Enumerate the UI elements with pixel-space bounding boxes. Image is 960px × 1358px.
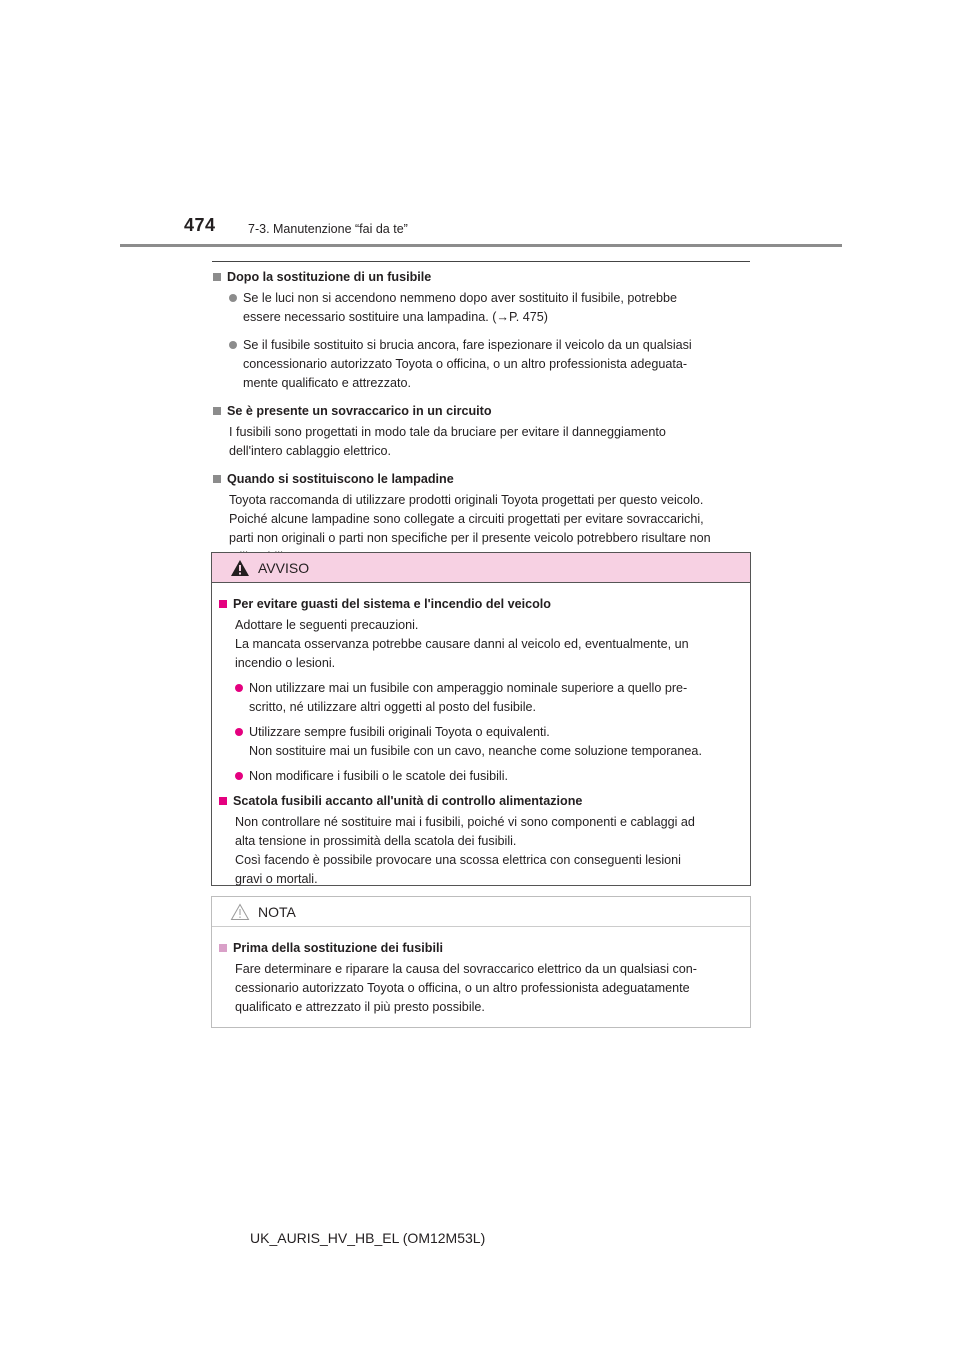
section-title: 7-3. Manutenzione “fai da te” <box>248 222 408 236</box>
note-box-header <box>212 897 750 927</box>
section-heading: Dopo la sostituzione di un fusibile <box>212 268 750 287</box>
dot-bullet-icon <box>235 772 243 780</box>
paragraph: Non controllare né sostituire mai i fusibili, poiché vi sono componenti e cablaggi ad alta tensione in prossimità della scatola dei fusibili. Così facendo è possibile provocare una scossa elettrica con conseguenti lesioni gravi o mortali. <box>235 815 695 886</box>
dot-bullet-icon <box>235 728 243 736</box>
list-item: Non modificare i fusibili o le scatole dei fusibili. <box>235 767 740 786</box>
list-item: Se il fusibile sostituito si brucia ancora, fare ispezionare il veicolo da un qualsiasi concessionario autorizzato Toyota o officina, o un altro professionista adeguata- mente qualificato e attrezzato. <box>229 336 750 393</box>
dot-bullet-icon <box>229 294 237 302</box>
paragraph: Toyota raccomanda di utilizzare prodotti originali Toyota progettati per questo veicolo. Poiché alcune lampadine sono collegate a circuiti progettati per evitare sovraccarichi, parti non originali o parti non specifiche per il presente veicolo potrebbero risultare non <box>229 493 711 545</box>
warning-box-header <box>212 553 750 583</box>
section-heading: Per evitare guasti del sistema e l'incendio del veicolo <box>218 595 740 614</box>
paragraph: Fare determinare e riparare la causa del sovraccarico elettrico da un qualsiasi con- cessionario autorizzato Toyota o officina, o un altro professionista adeguatamente qualificato e attrezzato il più presto possibile. <box>235 962 697 1014</box>
note-box-label: NOTA <box>258 903 296 920</box>
dot-bullet-icon <box>235 684 243 692</box>
square-bullet-icon <box>219 944 227 952</box>
document-code: UK_AURIS_HV_HB_EL (OM12M53L) <box>250 1230 486 1246</box>
list-item: Se le luci non si accendono nemmeno dopo aver sostituito il fusibile, potrebbe essere necessario sostituire una lampadina. (→P. 475) <box>229 289 750 327</box>
warning-box-body <box>212 583 750 905</box>
dot-bullet-icon <box>229 341 237 349</box>
section-heading: Se è presente un sovraccarico in un circuito <box>212 402 750 421</box>
section-heading: Quando si sostituiscono le lampadine <box>212 470 750 489</box>
warning-box <box>211 552 751 886</box>
list-item: Utilizzare sempre fusibili originali Toyota o equivalenti. Non sostituire mai un fusibile con un cavo, neanche come soluzione temporanea. <box>235 723 740 761</box>
square-bullet-icon <box>213 475 221 483</box>
square-bullet-icon <box>213 273 221 281</box>
paragraph: Adottare le seguenti precauzioni. La mancata osservanza potrebbe causare danni al veicolo ed, eventualmente, un incendio o lesioni. <box>235 618 689 670</box>
note-box-body <box>212 927 750 1033</box>
warning-box-label: AVVISO <box>258 559 310 576</box>
header-rule <box>120 244 842 247</box>
square-bullet-icon <box>219 797 227 805</box>
section-heading: Scatola fusibili accanto all'unità di controllo alimentazione <box>218 792 740 811</box>
page-number: 474 <box>184 215 216 235</box>
warning-triangle-icon <box>230 559 250 577</box>
content-rule <box>212 261 750 262</box>
square-bullet-icon <box>219 600 227 608</box>
section-heading: Prima della sostituzione dei fusibili <box>218 939 740 958</box>
note-box <box>211 896 751 1028</box>
square-bullet-icon <box>213 407 221 415</box>
list-item: Non utilizzare mai un fusibile con amperaggio nominale superiore a quello pre- scritto, né utilizzare altri oggetti al posto del fusibile. <box>235 679 740 717</box>
main-content <box>212 268 750 576</box>
caution-triangle-icon <box>230 903 250 921</box>
paragraph: I fusibili sono progettati in modo tale da bruciare per evitare il danneggiamento dell'intero cablaggio elettrico. <box>229 425 666 458</box>
